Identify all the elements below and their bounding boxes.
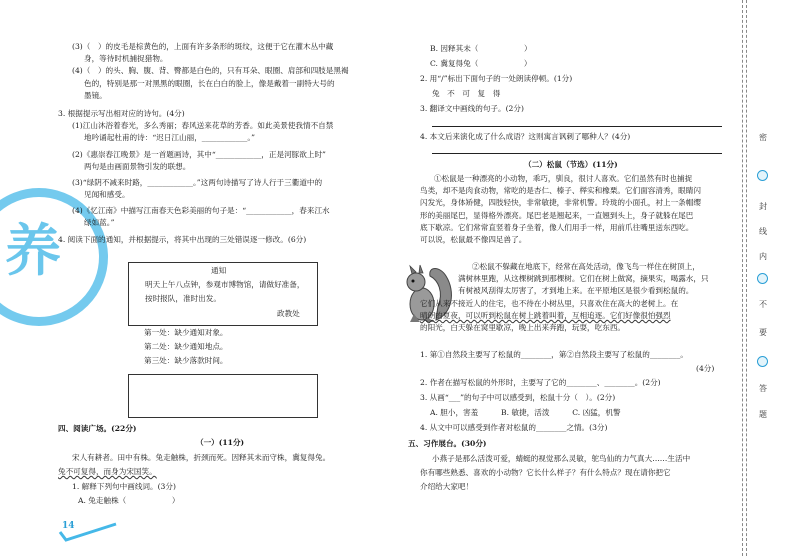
margin-char-3: 内 <box>759 252 767 261</box>
question-3: 3. 翻译文中画线的句子。(2分) <box>420 104 524 113</box>
reading-question-1-score: (4分) <box>696 364 715 373</box>
notice-sign: 政教处 <box>277 309 300 318</box>
margin-char-7: 题 <box>759 410 767 419</box>
section-4-title: 四、阅读广场。(22分) <box>58 424 137 433</box>
margin-char-4: 不 <box>759 300 767 309</box>
passage-para-1 <box>420 174 701 247</box>
question-2: 2. 用“/”标出下面句子的一处朗读停顿。(1分) <box>420 74 573 83</box>
margin-char-6: 答 <box>759 384 767 393</box>
left-line-6: (1)江山沐浴着春光，多么秀丽；春风送来花草的芳香。如此美景使我情不自禁 <box>72 121 334 131</box>
left-column <box>58 42 393 247</box>
story-line-2 <box>58 467 157 477</box>
left-line-10: (3)“绿阴不减来时路，____________。”这两句诗描写了诗人行于三衢道中的 <box>72 177 323 187</box>
left-question-4: 4. 阅读下面的通知，并根据提示，将其中出现的三处错误逐一修改。(6分) <box>58 234 307 244</box>
notice-body-line-1: 明天上午八点钟，参观市博物馆，请做好准备， <box>145 280 305 289</box>
para2-line-2: 有树被风刮得太厉害了，才到地上来。在平原地区是很少看到松鼠的。 <box>458 286 694 296</box>
answer-line-3[interactable] <box>432 126 722 127</box>
margin-char-1: 封 <box>759 202 767 211</box>
margin-char-5: 要 <box>759 328 767 337</box>
para2-line-0: ②松鼠不躲藏在地底下，经常在高处活动，像飞鸟一样住在树顶上， <box>472 262 700 271</box>
right-line-b: B. 因释其未（ ） <box>430 44 532 53</box>
left-question-3: 3. 根据提示写出相对应的诗句。(4分) <box>58 108 185 118</box>
para1-line-2: 闪发光，身体矫健，四肢轻快，非常敏捷，非常机警。玲珑的小面孔，衬上一条帽缨 <box>420 198 701 208</box>
para1-line-0: ①松鼠是一种漂亮的小动物，乖巧，驯良，很讨人喜欢。它们虽然有时也捕捉 <box>434 174 693 183</box>
notice-body-line-2: 按时报队，准时出发。 <box>145 294 221 303</box>
passage-para-2 <box>458 262 709 299</box>
para2-line-3: 它们从来不接近人的住宅，也不待在小树丛里，只喜欢住在高大的老树上。在 <box>420 299 679 308</box>
fix-3: 第三处：缺少落款时间。 <box>144 356 228 365</box>
para2-line-4-text: 晴朗的夏夜，可以听到松鼠在树上跳着叫着，互相追逐。它们好像很怕强烈 <box>420 311 671 321</box>
notice-title: 通知 <box>211 266 227 275</box>
margin-char-2: 线 <box>759 227 767 236</box>
left-line-8: (2)《惠崇春江晚景》是一首题画诗，其中“____________，正是河豚欲上时” <box>72 149 326 159</box>
para2-line-1: 满树林里跑，从这棵树跳到那棵树。它们在树上做窝，摘果实，喝露水，只 <box>458 274 709 284</box>
left-line-2: (4)（ ）的头、胸、腹、背、臀都是白色的，只有耳朵、眼圈、肩部和四肢是黑褐 <box>72 66 349 76</box>
right-line-c: C. 冀复得兔（ ） <box>430 59 532 68</box>
left-line-11: 见闻和感受。 <box>84 190 130 200</box>
story-line-2-text: 兔不可复得，而身为宋国笑。 <box>58 467 157 476</box>
fix-1: 第一处：缺少通知对象。 <box>144 328 228 337</box>
left-line-12: (4)《忆江南》中描写江南春天色彩美丽的句子是：“____________，春来江水 <box>72 206 330 216</box>
section-5-title: 五、习作展台。(30分) <box>408 439 487 448</box>
margin-circle-2 <box>757 273 768 284</box>
question-4: 4. 本文后来演化成了什么成语？这则寓言讽刺了哪种人？(4分) <box>420 132 631 141</box>
answer-line-4[interactable] <box>432 153 722 154</box>
margin-circle-1 <box>757 170 768 181</box>
question-2-text: 兔 不 可 复 得 <box>432 89 501 98</box>
fix-2: 第二处：缺少通知地点。 <box>144 342 228 351</box>
reading-question-4: 4. 从文中可以感受到作者对松鼠的________之情。(3分) <box>420 423 608 432</box>
page-number: 14 <box>62 521 75 531</box>
left-line-3: 色的，特别是那一对黑黑的眼圈，长在白白的脸上，像是戴着一副特大号的 <box>84 78 335 88</box>
part-1-title: （一）(11分) <box>196 438 245 447</box>
margin-char-0: 密 <box>759 133 767 142</box>
para1-line-5: 可以说，松鼠最不像四足兽了。 <box>420 234 527 244</box>
checkmark-icon <box>58 520 118 544</box>
answer-box[interactable] <box>128 374 318 418</box>
left-line-1: 身，等待时机捕捉猎物。 <box>84 54 168 64</box>
left-line-0: (3)（ ）的皮毛是棕黄色的，上面有许多条形的斑纹，这便于它在灌木丛中藏 <box>72 42 334 51</box>
notice-box <box>128 262 318 326</box>
para1-line-4: 底下歇凉。它们常常直竖着身子坐着，像人们用手一样，用前爪往嘴里送东西吃。 <box>420 222 694 232</box>
margin-dashed-line-1 <box>742 0 743 556</box>
story-line-1-text: 宋人有耕者。田中有株。兔走触株，折颈而死。因释其未而守株，冀复得兔。 <box>72 453 331 462</box>
para2-line-4 <box>420 311 678 323</box>
passage-para-2-cont <box>420 299 678 336</box>
essay-line-3: 介绍给大家吧！ <box>420 482 474 491</box>
stamp-glyph: 养 <box>5 219 61 284</box>
part-2-title: （二）松鼠（节选）(11分) <box>524 160 618 169</box>
reading-question-3: 3. 从画“___”的句子中可以感受到，松鼠十分（ ）。(2分) <box>420 393 616 402</box>
para2-line-5: 的阳光，白天躲在窝里歇凉，晚上出来奔跑，玩耍，吃东西。 <box>420 323 626 333</box>
para1-line-3: 形的美丽尾巴，显得格外漂亮。尾巴老是翘起来，一直翘到头上，身子就躲在尾巴 <box>420 210 694 220</box>
reading-question-1: 1. 第①自然段主要写了松鼠的________，第②自然段主要写了松鼠的________。 <box>420 350 688 359</box>
para1-line-1: 鸟类，却不是肉食动物，常吃的是杏仁、榛子、榉实和橡栗。它们面容清秀，眼睛闪 <box>420 186 701 196</box>
essay-line-2: 你有哪些熟悉、喜欢的小动物？它长什么样子？有什么特点？现在请你把它 <box>420 468 671 477</box>
left-line-7: 地吟诵起杜甫的诗：“迟日江山丽，____________。” <box>84 133 256 143</box>
left-line-4: 墨镜。 <box>84 90 107 100</box>
reading-question-2: 2. 作者在描写松鼠的外形时，主要写了它的________、________。(2分) <box>420 378 661 387</box>
margin-circle-3 <box>757 356 768 367</box>
reading-question-3-options: A. 胆小，害羞 B. 敏捷，活泼 C. 凶猛，机警 <box>430 408 621 417</box>
left-line-13: 绿如蓝。” <box>84 218 115 228</box>
left-line-9: 两句是由画面景物引发的联想。 <box>84 161 191 171</box>
margin-dashed-line-2 <box>746 0 747 556</box>
question-1: 1. 解释下列句中画线词。(3分) <box>72 482 176 491</box>
story-line-1 <box>72 453 330 463</box>
essay-line-1: 小燕子是那么活泼可爱，蜻蜓的视觉那么灵敏，鸵鸟仙的力气真大……生活中 <box>432 454 691 463</box>
question-1a: A. 兔走触株（ ） <box>78 496 180 505</box>
